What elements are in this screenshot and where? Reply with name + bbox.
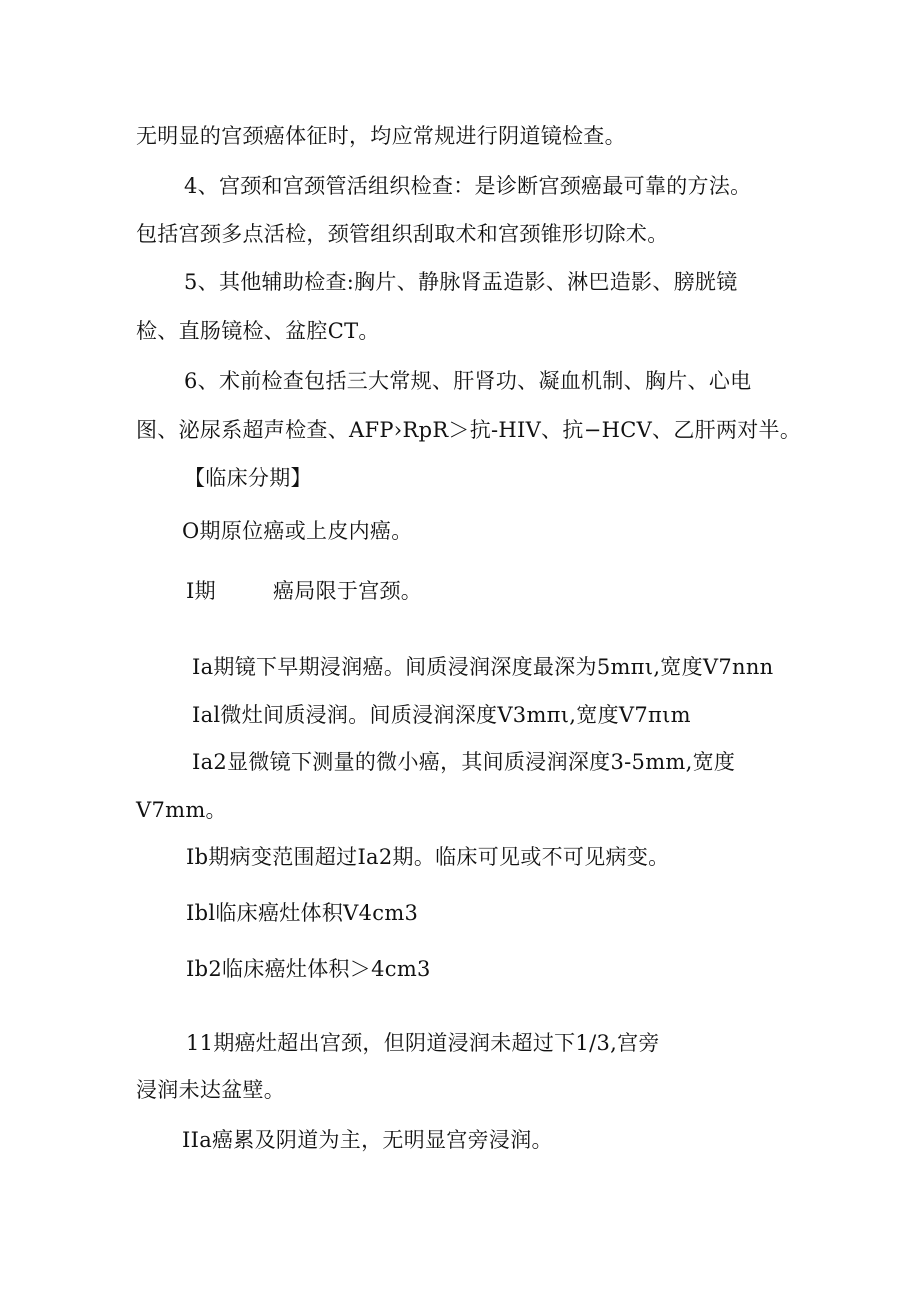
stage-label: I期 [186,579,216,603]
text-line: 4、宫颈和宫颈管活组织检查：是诊断宫颈癌最可靠的方法。 [184,174,752,198]
text-line: 检、直肠镜检、盆腔CT。 [136,319,380,343]
text-line: 5、其他辅助检查:胸片、静脉肾盂造影、淋巴造影、膀胱镜 [184,270,738,294]
section-heading: 【临床分期】 [184,466,312,490]
text-line: 包括宫颈多点活检，颈管组织刮取术和宫颈锥形切除术。 [136,222,669,246]
stage-description: 癌局限于宫颈。 [273,579,423,603]
text-line: 无明显的宫颈癌体征时，均应常规进行阴道镜检查。 [136,124,626,148]
text-line: Ibl临床癌灶体积V4cm3 [186,901,419,925]
text-line: 浸润未达盆壁。 [136,1078,286,1102]
text-line: Ia2显微镜下测量的微小癌，其间质浸润深度3-5mm,宽度 [192,750,736,774]
text-line: V7mm。 [136,798,227,822]
text-line: Ia期镜下早期浸润癌。间质浸润深度最深为5mπι,宽度V7nnn [192,655,774,679]
text-line: Ib期病变范围超过Ia2期。临床可见或不可见病变。 [186,845,670,869]
text-line: 图、泌尿系超声检查、AFP›RpR＞抗-HIV、抗−HCV、乙肝两对半。 [136,418,802,442]
text-line: O期原位癌或上皮内癌。 [182,519,413,543]
text-line: IIa癌累及阴道为主，无明显宫旁浸润。 [182,1128,553,1152]
text-line: 11期癌灶超出宫颈，但阴道浸润未超过下1/3,宫旁 [186,1031,660,1055]
text-line: Ib2临床癌灶体积＞4cm3 [186,957,431,981]
text-line: 6、术前检查包括三大常规、肝肾功、凝血机制、胸片、心电 [184,369,752,393]
text-line: Ial微灶间质浸润。间质浸润深度V3mπι,宽度V7πιm [192,703,691,727]
